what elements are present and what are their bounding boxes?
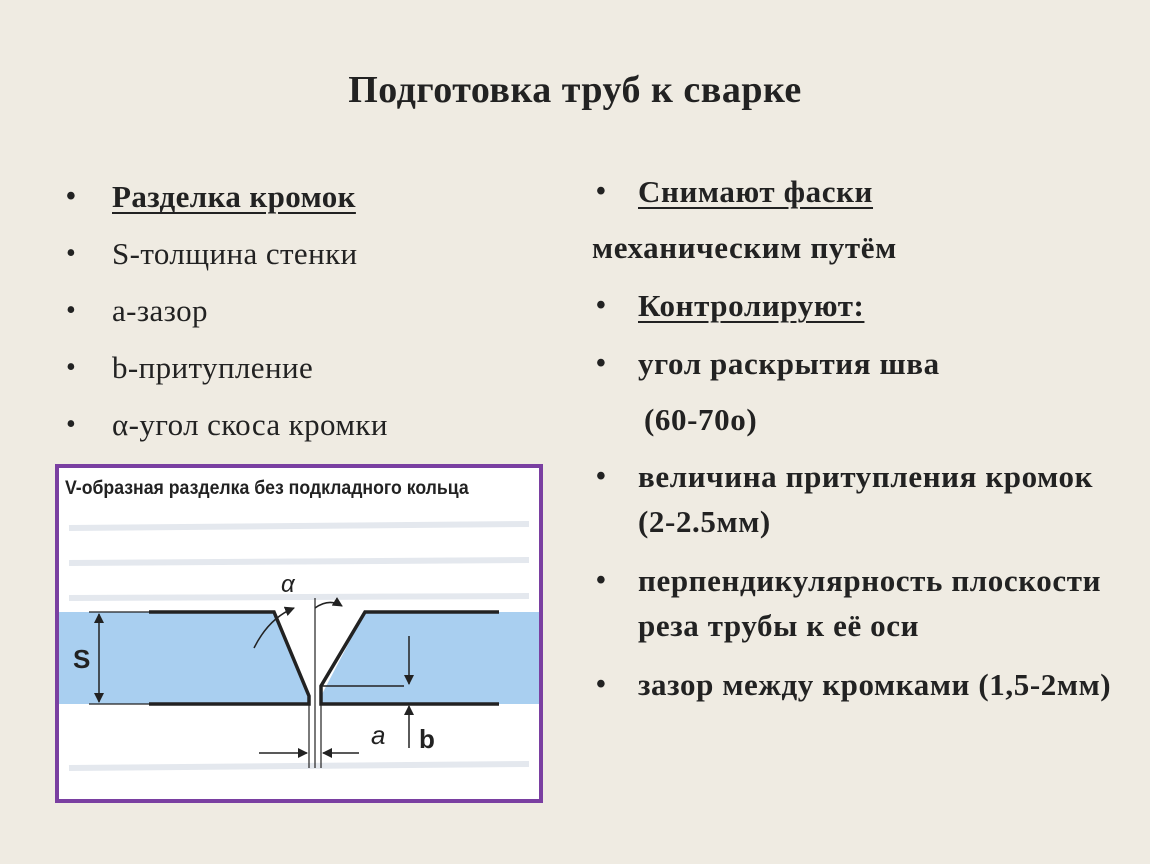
right-item-text: перпендикулярность плоскости реза трубы к её оси	[638, 563, 1102, 643]
right-item-text: Контролируют:	[638, 288, 865, 323]
list-item-blunting	[66, 339, 526, 396]
left-bullet-list	[66, 168, 526, 453]
right-item-continuation: механическим путём	[592, 230, 897, 265]
s-label: S	[73, 644, 91, 674]
list-item-text: а-зазор	[112, 293, 208, 328]
right-bullet-list	[592, 166, 1132, 721]
right-item-chamfers	[592, 166, 1132, 218]
list-item-wall-thickness	[66, 225, 526, 282]
right-plate	[321, 612, 539, 704]
diagram-caption: V-образная разделка без подкладного кольца	[65, 478, 469, 499]
alpha-arc-right	[315, 602, 342, 608]
list-item-text: Разделка кромок	[112, 179, 356, 214]
bullet: •	[596, 669, 607, 700]
list-item-text: α-угол скоса кромки	[112, 407, 388, 442]
bullet: •	[596, 565, 607, 596]
a-label: a	[371, 720, 386, 750]
right-item-text: величина притупления кромок (2-2.5мм)	[638, 459, 1094, 539]
list-item-edge-preparation	[66, 168, 526, 225]
bullet: •	[596, 348, 607, 379]
right-item-groove-angle	[592, 338, 1132, 390]
list-item-text: S-толщина стенки	[112, 236, 358, 271]
right-item-gap	[592, 662, 1132, 707]
bullet: •	[596, 461, 607, 492]
bullet: •	[66, 238, 77, 269]
bullet: •	[596, 290, 607, 321]
bullet: •	[596, 176, 607, 207]
weld-joint-drawing	[59, 468, 539, 799]
list-item-bevel-angle	[66, 396, 526, 453]
list-item-text: b-притупление	[112, 350, 314, 385]
bullet: •	[66, 409, 77, 440]
left-plate	[59, 612, 309, 704]
slide-title: Подготовка труб к сварке	[348, 69, 802, 111]
bullet: •	[66, 352, 77, 383]
right-item-text: зазор между кромками (1,5-2мм)	[638, 667, 1112, 702]
right-item-angle-value: (60-70о)	[644, 402, 758, 437]
right-item-perpendicularity	[592, 558, 1132, 648]
alpha-label: α	[281, 571, 295, 598]
bullet: •	[66, 295, 77, 326]
bullet: •	[66, 181, 77, 212]
b-label: b	[419, 724, 435, 754]
v-groove-diagram	[55, 464, 543, 803]
right-item-control	[592, 280, 1132, 332]
right-item-text: угол раскрытия шва	[638, 346, 940, 381]
list-item-gap	[66, 282, 526, 339]
right-item-text: Снимают фаски	[638, 174, 874, 209]
right-item-blunting	[592, 454, 1132, 544]
